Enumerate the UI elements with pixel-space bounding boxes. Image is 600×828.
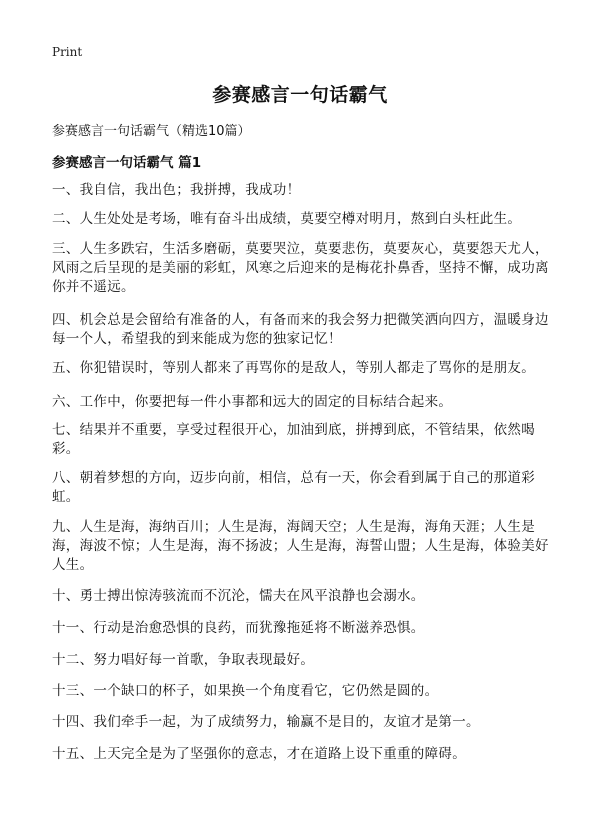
list-item: 七、结果并不重要，享受过程很开心，加油到底，拼搏到底，不管结果，依然喝彩。: [52, 422, 535, 457]
list-item: 八、朝着梦想的方向，迈步向前，相信，总有一天，你会看到属于自己的那道彩虹。: [52, 470, 535, 505]
list-item: 十、勇士搏出惊涛骇流而不沉沦，懦夫在风平浪静也会溺水。: [52, 588, 425, 604]
list-item: 十一、行动是治愈恐惧的良药，而犹豫拖延将不断滋养恐惧。: [52, 620, 425, 636]
document-subtitle: 参赛感言一句话霸气（精选10篇）: [52, 124, 251, 139]
list-item: 四、机会总是会留给有准备的人，有备而来的我会努力把微笑洒向四方，温暖身边每一个人，希望我的到来能成为您的独家记忆！: [52, 312, 549, 347]
list-item: 二、人生处处是考场，唯有奋斗出成绩，莫要空樽对明月，熬到白头枉此生。: [52, 211, 522, 227]
list-item: 十三、一个缺口的杯子，如果换一个角度看它，它仍然是圆的。: [52, 683, 439, 699]
list-item: 一、我自信，我出色；我拼搏，我成功！: [52, 182, 301, 198]
list-item: 三、人生多跌宕，生活多磨砺，莫要哭泣，莫要悲伤，莫要灰心，莫要怨天尤人，风雨之后呈现的是美丽的彩虹，风寒之后迎来的是梅花扑鼻香，坚持不懈，成功离你并不遥远。: [52, 241, 549, 295]
print-link[interactable]: Print: [52, 45, 83, 59]
list-item: 九、人生是海，海纳百川；人生是海，海阔天空；人生是海，海角天涯；人生是海，海波不惊；人生是海，海不扬波；人生是海，海誓山盟；人生是海，体验美好人生。: [52, 519, 549, 573]
list-item: 十四、我们牵手一起，为了成绩努力，输赢不是目的，友谊才是第一。: [52, 714, 480, 730]
document-title: 参赛感言一句话霸气: [212, 84, 388, 106]
list-item: 六、工作中，你要把每一件小事都和远大的固定的目标结合起来。: [52, 394, 453, 410]
section-heading: 参赛感言一句话霸气 篇1: [52, 155, 202, 171]
list-item: 五、你犯错误时，等别人都来了再骂你的是敌人，等别人都走了骂你的是朋友。: [52, 360, 535, 376]
list-item: 十五、上天完全是为了坚强你的意志，才在道路上设下重重的障碍。: [52, 746, 466, 762]
list-item: 十二、努力唱好每一首歌，争取表现最好。: [52, 652, 315, 668]
